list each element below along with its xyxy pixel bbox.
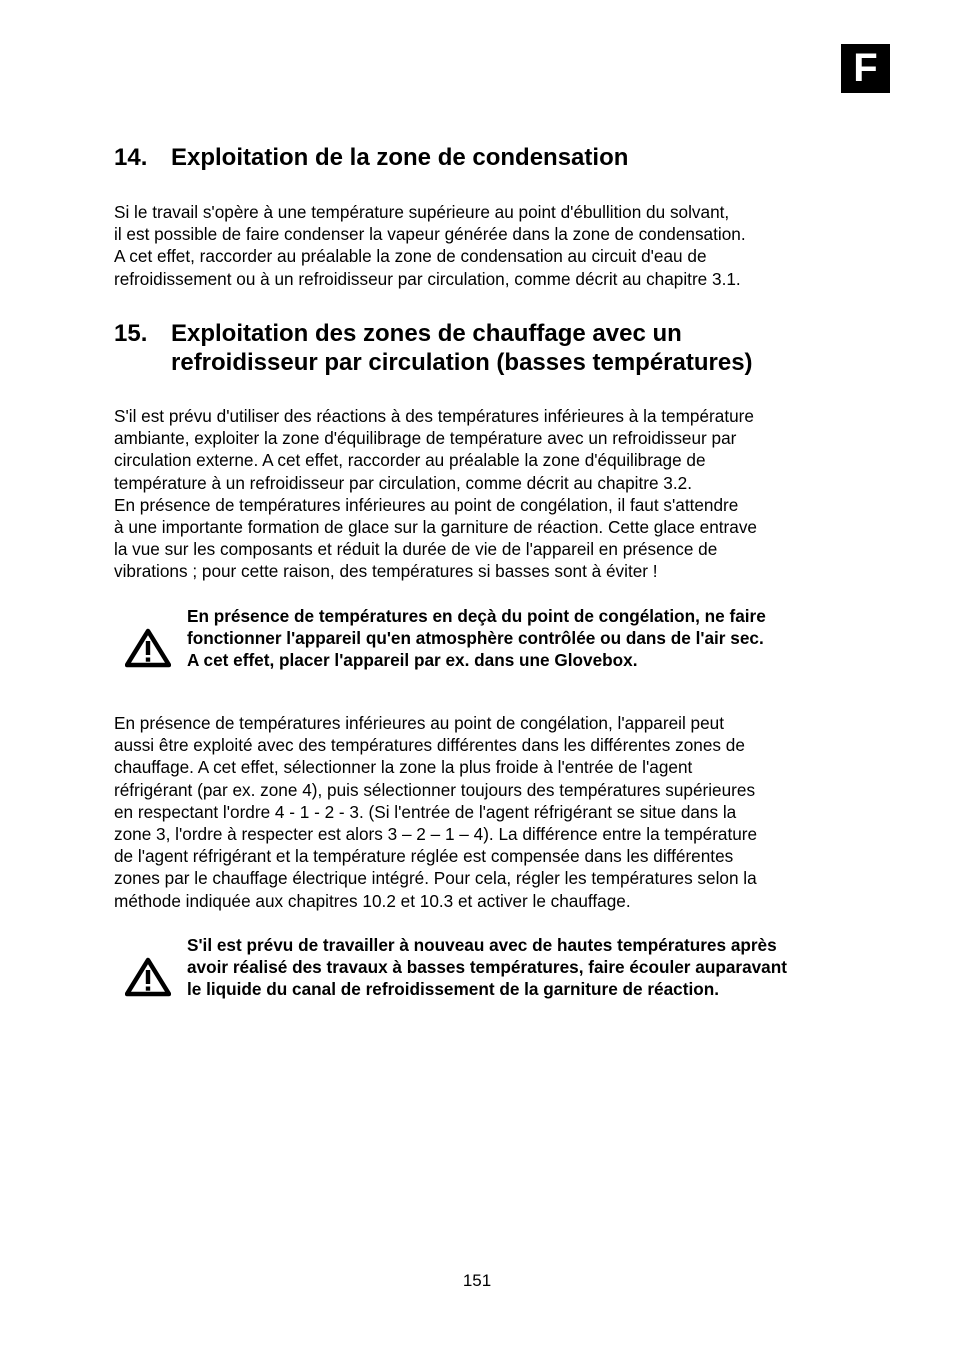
paragraph-line: ambiante, exploiter la zone d'équilibrage de température avec un refroidisseur par [114,428,737,449]
paragraph-line: A cet effet, raccorder au préalable la zone de condensation au circuit d'eau de [114,246,707,267]
paragraph-line: la vue sur les composants et réduit la durée de vie de l'appareil en présence de [114,539,718,560]
paragraph-line: S'il est prévu d'utiliser des réactions à des températures inférieures à la température [114,406,754,426]
warning-line: fonctionner l'appareil qu'en atmosphère contrôlée ou dans de l'air sec. [187,628,764,649]
paragraph-line: à une importante formation de glace sur la garniture de réaction. Cette glace entrave [114,517,757,538]
paragraph-line: réfrigérant (par ex. zone 4), puis sélectionner toujours des températures supérieures [114,779,756,800]
paragraph-line: vibrations ; pour cette raison, des températures si basses sont à éviter ! [114,561,658,582]
warning-line: S'il est prévu de travailler à nouveau avec de hautes températures après [187,935,777,955]
paragraph-line: circulation externe. A cet effet, raccorder au préalable la zone d'équilibrage de [114,450,706,471]
section-15-heading [114,319,874,377]
warning-triangle-icon [125,628,171,668]
section-14-paragraph [114,201,874,290]
paragraph-line: méthode indiquée aux chapitres 10.2 et 10.3 et activer le chauffage. [114,890,631,911]
paragraph-line: de l'agent réfrigérant et la température réglée est compensée dans les différentes [114,846,734,867]
paragraph-line: refroidissement ou à un refroidisseur par circulation, comme décrit au chapitre 3.1. [114,268,741,289]
paragraph-line: température à un refroidisseur par circulation, comme décrit au chapitre 3.2. [114,472,692,493]
warning-line: avoir réalisé des travaux à basses températures, faire écouler auparavant [187,957,787,978]
section-14-heading [114,143,874,172]
warning-2-text [187,934,877,1001]
page-number: 151 [462,1271,492,1290]
paragraph-line: En présence de températures inférieures au point de congélation, il faut s'attendre [114,494,739,515]
section-15-number: 15. [114,320,148,347]
warning-1-text [187,605,877,672]
section-14-number: 14. [114,144,148,171]
section-14-title: Exploitation de la zone de condensation [171,144,629,171]
paragraph-line: zone 3, l'ordre à respecter est alors 3 – 2 – 1 – 4). La différence entre la température [114,824,758,845]
paragraph-line: Si le travail s'opère à une température supérieure au point d'ébullition du solvant, [114,202,730,222]
paragraph-line: chauffage. A cet effet, sélectionner la zone la plus froide à l'entrée de l'agent [114,757,693,778]
paragraph-line: en respectant l'ordre 4 - 1 - 2 - 3. (Si l'entrée de l'agent réfrigérant se situe dans la [114,801,737,822]
paragraph-line: En présence de températures inférieures au point de congélation, l'appareil peut [114,713,725,733]
section-15-title-line: Exploitation des zones de chauffage avec un [171,320,682,347]
warning-triangle-icon [125,957,171,997]
section-15-title-line: refroidisseur par circulation (basses températures) [171,349,753,376]
warning-line: A cet effet, placer l'appareil par ex. dans une Glovebox. [187,650,638,671]
warning-line: le liquide du canal de refroidissement de la garniture de réaction. [187,979,719,1000]
section-15-paragraph-2 [114,712,874,912]
warning-line: En présence de températures en deçà du point de congélation, ne faire [187,606,766,626]
language-badge: F [841,44,890,93]
paragraph-line: zones par le chauffage électrique intégré. Pour cela, régler les températures selon la [114,868,757,889]
paragraph-line: aussi être exploité avec des températures différentes dans les différentes zones de [114,735,745,756]
section-15-paragraph-1 [114,405,874,583]
paragraph-line: il est possible de faire condenser la vapeur générée dans la zone de condensation. [114,224,746,245]
